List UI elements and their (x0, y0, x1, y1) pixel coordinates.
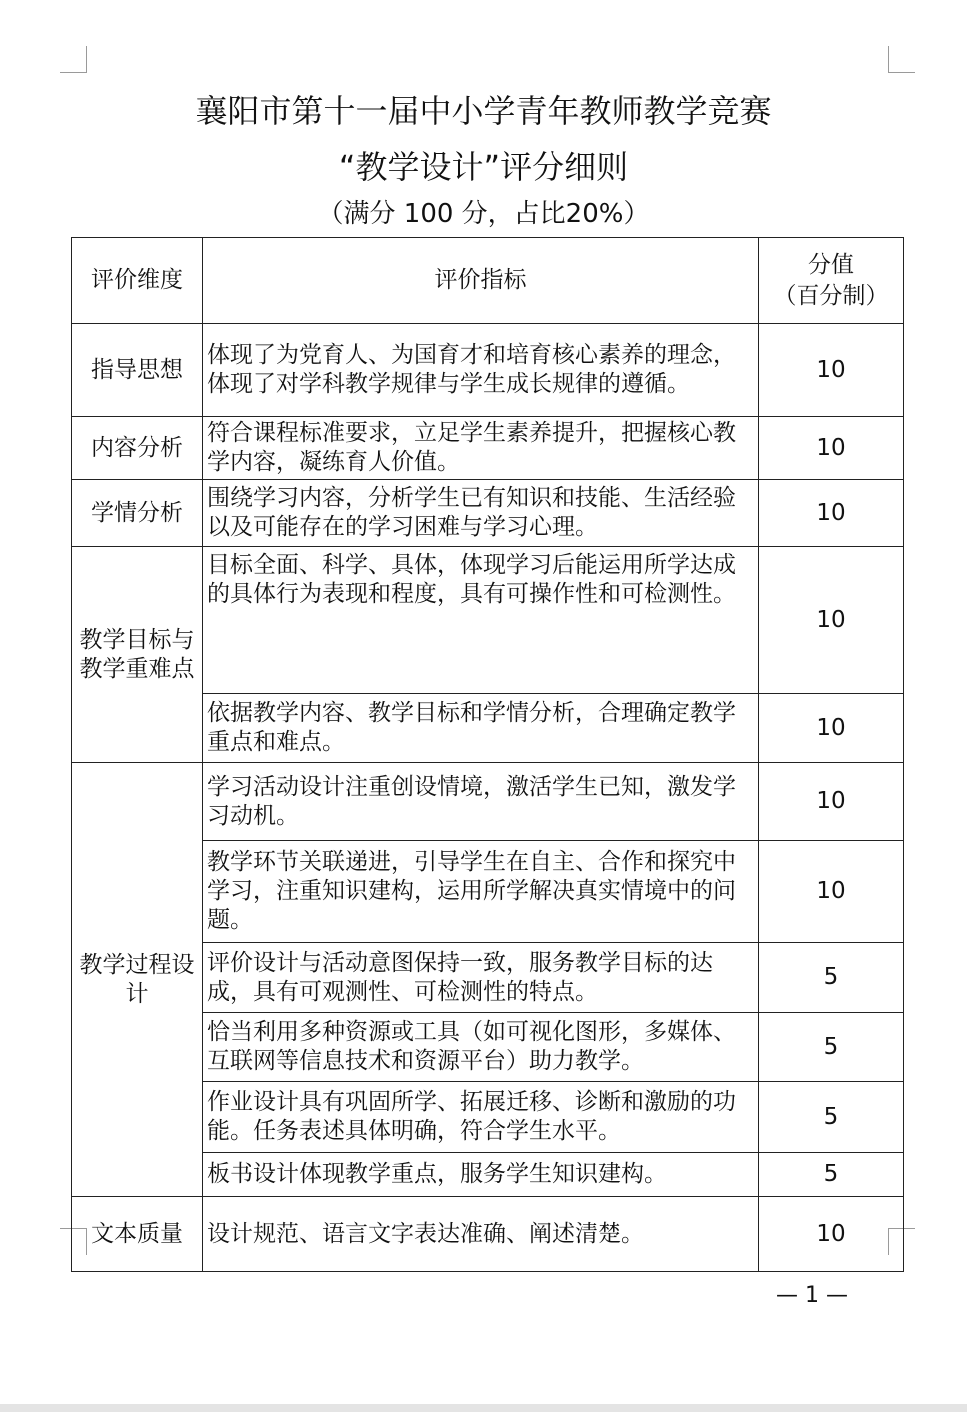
table-row (72, 324, 904, 417)
header-score-unit: （百分制） (773, 282, 889, 309)
dimension-cell: 学情分析 (72, 480, 203, 547)
header-score-label: 分值 (808, 251, 854, 278)
dimension-cell: 内容分析 (72, 417, 203, 480)
score-cell: 10 (759, 417, 904, 480)
table-header-row (72, 238, 904, 324)
header-dimension: 评价维度 (72, 238, 203, 324)
indicator-cell: 评价设计与活动意图保持一致，服务教学目标的达成，具有可观测性、可检测性的特点。 (203, 943, 759, 1013)
table-row (72, 763, 904, 841)
indicator-cell: 目标全面、科学、具体，体现学习后能运用所学达成的具体行为表现和程度，具有可操作性和可检测性。 (203, 547, 759, 694)
score-cell: 5 (759, 1013, 904, 1082)
indicator-cell: 依据教学内容、教学目标和学情分析，合理确定教学重点和难点。 (203, 694, 759, 763)
table-row (72, 480, 904, 547)
indicator-cell: 学习活动设计注重创设情境，激活学生已知，激发学习动机。 (203, 763, 759, 841)
indicator-cell: 设计规范、语言文字表达准确、阐述清楚。 (203, 1197, 759, 1272)
dimension-cell: 文本质量 (72, 1197, 203, 1272)
indicator-cell: 板书设计体现教学重点，服务学生知识建构。 (203, 1153, 759, 1197)
score-cell: 5 (759, 1082, 904, 1153)
indicator-cell: 体现了为党育人、为国育才和培育核心素养的理念，体现了对学科教学规律与学生成长规律的遵循。 (203, 324, 759, 417)
indicator-cell: 作业设计具有巩固所学、拓展迁移、诊断和激励的功能。任务表述具体明确，符合学生水平。 (203, 1082, 759, 1153)
score-note: （满分 100 分，占比20%） (317, 199, 650, 229)
indicator-cell: 恰当利用多种资源或工具（如可视化图形，多媒体、互联网等信息技术和资源平台）助力教学。 (203, 1013, 759, 1082)
crop-mark-top-left (60, 46, 87, 73)
score-cell: 10 (759, 324, 904, 417)
score-cell: 10 (759, 1197, 904, 1272)
header-indicator: 评价指标 (203, 238, 759, 324)
indicator-cell: 符合课程标准要求，立足学生素养提升，把握核心教学内容，凝练育人价值。 (203, 417, 759, 480)
crop-mark-top-right (888, 46, 915, 73)
table-row (72, 1197, 904, 1272)
indicator-cell: 教学环节关联递进，引导学生在自主、合作和探究中学习，注重知识建构，运用所学解决真实情境中的问题。 (203, 841, 759, 943)
document-title: 襄阳市第十一届中小学青年教师教学竞赛 (195, 92, 772, 130)
page-number: — 1 — (776, 1283, 848, 1308)
score-cell: 5 (759, 1153, 904, 1197)
dimension-cell: 教学目标与教学重难点 (72, 547, 203, 763)
document-subtitle: “教学设计”评分细则 (338, 148, 629, 186)
score-cell: 10 (759, 480, 904, 547)
score-cell: 5 (759, 943, 904, 1013)
score-cell: 10 (759, 841, 904, 943)
dimension-cell: 指导思想 (72, 324, 203, 417)
table-row (72, 547, 904, 694)
score-cell: 10 (759, 763, 904, 841)
score-cell: 10 (759, 547, 904, 694)
indicator-cell: 围绕学习内容，分析学生已有知识和技能、生活经验以及可能存在的学习困难与学习心理。 (203, 480, 759, 547)
score-cell: 10 (759, 694, 904, 763)
scoring-table (71, 237, 904, 1272)
page-bottom-edge (0, 1404, 967, 1412)
dimension-cell: 教学过程设计 (72, 763, 203, 1197)
table-row (72, 417, 904, 480)
header-score (759, 238, 904, 324)
